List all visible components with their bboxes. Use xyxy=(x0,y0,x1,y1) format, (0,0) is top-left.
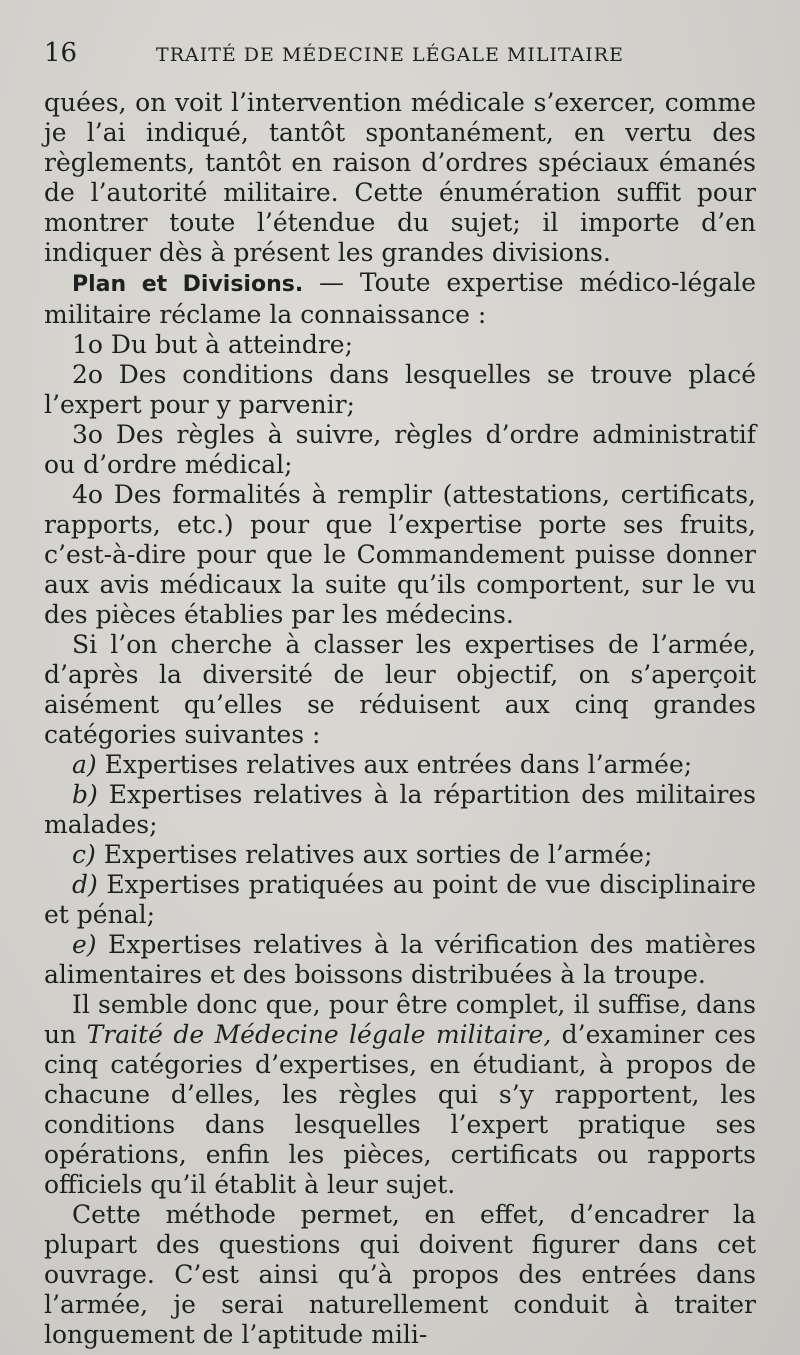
category-item xyxy=(44,870,756,930)
paragraph-plan xyxy=(44,268,756,330)
category-marker: d) xyxy=(72,870,98,899)
list-item-text: 3o Des règles à suivre, règles d’ordre administratif ou d’ordre médical; xyxy=(44,420,756,479)
category-item xyxy=(44,780,756,840)
paragraph-text: Il semble donc que, pour être complet, il suffise, dans un xyxy=(44,990,756,1049)
list-item xyxy=(44,360,756,420)
category-marker: c) xyxy=(72,840,96,869)
page-number: 16 xyxy=(44,38,78,68)
running-title: TRAITÉ DE MÉDECINE LÉGALE MILITAIRE xyxy=(156,44,624,66)
category-text: Expertises relatives aux sorties de l’armée; xyxy=(95,840,653,869)
body-text xyxy=(44,88,756,1350)
paragraph xyxy=(44,1200,756,1350)
list-item-text: 1o Du but à atteindre; xyxy=(72,330,354,359)
paragraph-text: Si l’on cherche à classer les expertises de l’armée, d’après la diversité de leur objectif, on s’aperçoit aisément qu’elles se réduisent aux cinq grandes catégories suivantes : xyxy=(44,630,756,749)
list-item xyxy=(44,420,756,480)
category-marker: b) xyxy=(72,780,98,809)
book-title: Traité de Médecine légale militaire, xyxy=(86,1020,552,1049)
category-text: Expertises relatives aux entrées dans l’armée; xyxy=(96,750,693,779)
paragraph-text: d’examiner ces cinq catégories d’expertises, en étudiant, à propos de chacune d’elles, les règles qui s’y rapportent, les conditions dans lesquelles l’expert pratique ses opérations, enfin les pièces, certificats ou rapports officiels qu’il établit à leur sujet. xyxy=(44,1020,756,1199)
category-item xyxy=(44,930,756,990)
paragraph-text: Cette méthode permet, en effet, d’encadrer la plupart des questions qui doivent figurer dans cet ouvrage. C’est ainsi qu’à propos des entrées dans l’armée, je serai naturellement conduit à traiter longuement de l’aptitude mili- xyxy=(44,1200,756,1349)
paragraph xyxy=(44,88,756,268)
paragraph xyxy=(44,630,756,750)
paragraph xyxy=(44,990,756,1200)
list-item-text: 2o Des conditions dans lesquelles se trouve placé l’expert pour y parvenir; xyxy=(44,360,756,419)
paragraph-text: quées, on voit l’intervention médicale s’exercer, comme je l’ai indiqué, tantôt spontanément, en vertu des règlements, tantôt en raison d’ordres spéciaux émanés de l’autorité militaire. Cette énumération suffit pour montrer toute l’étendue du sujet; il importe d’en indiquer dès à présent les grandes divisions. xyxy=(44,88,756,267)
category-marker: a) xyxy=(72,750,97,779)
list-item-text: 4o Des formalités à remplir (attestations, certificats, rapports, etc.) pour que l’expertise porte ses fruits, c’est-à-dire pour que le Commandement puisse donner aux avis médicaux la suite qu’ils comportent, sur le vu des pièces établies par les médecins. xyxy=(44,480,756,629)
paragraph-text: — Toute expertise médico-légale militaire réclame la connaissance : xyxy=(44,268,756,329)
section-lead: Plan et Divisions. xyxy=(72,272,304,297)
category-marker: e) xyxy=(72,930,97,959)
category-item xyxy=(44,840,756,870)
category-text: Expertises relatives à la vérification des matières alimentaires et des boissons distribuées à la troupe. xyxy=(44,930,756,989)
category-item xyxy=(44,750,756,780)
list-item xyxy=(44,330,756,360)
category-text: Expertises pratiquées au point de vue disciplinaire et pénal; xyxy=(44,870,756,929)
category-text: Expertises relatives à la répartition des militaires malades; xyxy=(44,780,756,839)
page-header xyxy=(44,38,756,82)
list-item xyxy=(44,480,756,630)
